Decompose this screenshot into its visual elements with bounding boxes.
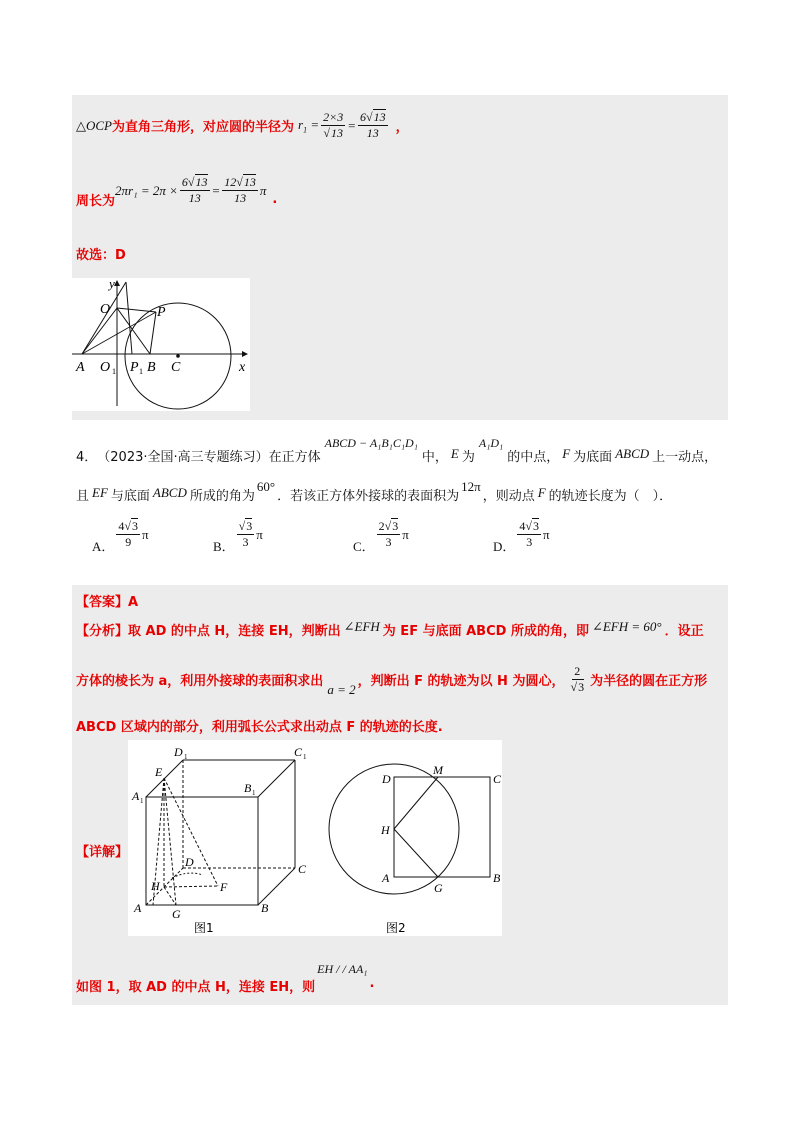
- label-c-cube: C: [298, 862, 307, 876]
- label-m: M: [433, 763, 443, 777]
- radius-fraction: $\frac{2}{√3}$: [570, 663, 585, 694]
- parallel-relation: EH / / AA₁: [317, 962, 368, 976]
- cube-name: ABCD − A₁B₁C₁D₁: [324, 436, 418, 450]
- label-f: F: [220, 880, 228, 894]
- base-abcd: ABCD: [615, 446, 650, 461]
- label-o: O: [100, 302, 111, 317]
- label-b: B: [147, 360, 156, 375]
- label-a: A: [76, 360, 85, 375]
- radius-text: 为直角三角形，对应圆的半径为: [112, 120, 295, 135]
- label-o1: O: [100, 360, 111, 375]
- option-c[interactable]: C． $\frac{2√3}{3}$ π: [353, 519, 409, 554]
- option-d[interactable]: D． $\frac{4√3}{3}$ π: [493, 519, 550, 554]
- analysis-line-2: 方体的棱长为 a，利用外接球的表面积求出 a = 2 ，判断出 F 的轨迹为以 H 为圆心， $\frac{2}{√3}$ 为半径的圆在正方形: [76, 663, 708, 697]
- r1-symbol: $r_1$ =: [298, 116, 320, 135]
- radius-line: △ OCP 为直角三角形，对应圆的半径为 $r_1$ = $\frac{2\times 3}{√13}$ = $\frac{6√13}{13}$ ，: [76, 110, 409, 140]
- edge-length-eq: a = 2: [327, 682, 356, 697]
- label-y: y: [109, 278, 115, 291]
- circumference-text: 周长为: [76, 194, 116, 209]
- choice-answer: 故选：D: [76, 248, 126, 263]
- coordinate-figure-svg: [72, 278, 250, 411]
- label-b-sq: B: [493, 871, 501, 885]
- question-line-1: 4． （2023·全国·高三专题练习）在正方体 ABCD − A₁B₁C₁D₁ 中， E 为 A₁D₁ 的中点， F 为底面 ABCD 上一动点，: [76, 436, 718, 465]
- svg-text:1: 1: [303, 753, 307, 761]
- label-a: A: [134, 901, 142, 915]
- question-source: （2023·全国·高三专题练习）在正方体: [97, 450, 321, 465]
- label-b: B: [261, 901, 269, 915]
- x-axis-arrow: [242, 351, 248, 357]
- label-a-sq: A: [382, 871, 390, 885]
- angle-value: 60°: [256, 479, 276, 494]
- analysis-line-1: 【分析】取 AD 的中点 H，连接 EH，判断出 ∠EFH 为 EF 与底面 ABCD 所成的角，即 ∠EFH = 60° ．设正: [76, 618, 704, 639]
- label-h: H: [151, 879, 160, 893]
- segment-pb: [150, 312, 156, 354]
- svg-text:1: 1: [252, 789, 256, 797]
- svg-text:1: 1: [140, 797, 144, 805]
- figure-1-caption: 图1: [194, 921, 214, 935]
- solution-figure: [128, 740, 502, 936]
- option-b[interactable]: B． $\frac{√3}{3}$ π: [213, 519, 263, 554]
- figure-2-caption: 图2: [386, 921, 406, 935]
- edge-b1c1: [258, 760, 295, 797]
- y-axis-arrow: [114, 280, 120, 286]
- circumference-line: 周长为 2πr₁ = 2π × $\frac{6√13}{13}$ = $\frac{12√13}{13}$ π .: [76, 175, 278, 209]
- final-line: 如图 1，取 AD 的中点 H，连接 EH，则 EH / / AA₁ .: [76, 962, 375, 995]
- label-a1: A: [132, 789, 140, 803]
- segment-hm: [394, 777, 438, 829]
- center-c-point: [176, 354, 180, 358]
- point-e: E: [450, 446, 459, 461]
- label-h-sq: H: [381, 823, 390, 837]
- segment-a-top: [82, 282, 126, 354]
- segment-ef: EF: [92, 485, 108, 500]
- radius-fraction-2: $\frac{6√13}{13}$: [360, 110, 386, 140]
- label-d1: D: [174, 745, 183, 759]
- edge-bc: [258, 868, 295, 905]
- label-g-sq: G: [434, 881, 443, 895]
- solution-figure-svg: [128, 740, 502, 936]
- label-c-sq: C: [493, 772, 502, 786]
- square-abcd: [394, 777, 490, 877]
- triangle-label: OCP: [86, 117, 112, 133]
- label-p: P: [157, 305, 166, 320]
- segment-op: [117, 308, 156, 312]
- angle-efh-eq: ∠EFH = 60°: [591, 618, 662, 634]
- label-p1-sub: 1: [139, 367, 143, 376]
- question-line-2: 且 EF 与底面 ABCD 所成的角为 60° ．若该正方体外接球的表面积为 12π ，则动点 F 的轨迹长度为（ ）．: [76, 479, 673, 504]
- segment-ef: [164, 778, 218, 886]
- trajectory-arc: [172, 873, 203, 878]
- circumference-fraction-1: $\frac{6√13}{13}$: [181, 175, 208, 205]
- triangle-symbol: △: [76, 117, 86, 133]
- point-f: F: [562, 446, 571, 461]
- segment-hf: [164, 886, 218, 887]
- sphere-area: 12π: [461, 479, 481, 494]
- svg-text:1: 1: [184, 753, 188, 761]
- label-c1: C: [294, 745, 303, 759]
- label-d-sq: D: [382, 772, 391, 786]
- label-e: E: [155, 765, 163, 779]
- segment-a1d1: A₁D₁: [478, 436, 504, 450]
- label-x: x: [239, 360, 246, 375]
- label-d: D: [185, 855, 194, 869]
- radius-fraction-1: $\frac{2\times 3}{√13}$: [323, 110, 344, 140]
- label-p1: P: [130, 360, 139, 375]
- circumference-lhs: 2πr₁ = 2π ×: [115, 182, 178, 198]
- option-a[interactable]: A． $\frac{4√3}{9}$ π: [92, 519, 149, 554]
- angle-efh: ∠EFH: [343, 618, 380, 634]
- label-g: G: [172, 907, 181, 921]
- coordinate-figure: [72, 278, 250, 411]
- circumference-fraction-2: $\frac{12√13}{13}$: [224, 175, 256, 205]
- answer-line: 【答案】A: [76, 595, 139, 610]
- analysis-line-3: ABCD 区域内的部分，利用弧长公式求出动点 F 的轨迹的长度.: [76, 720, 443, 735]
- label-o1-sub: 1: [112, 367, 116, 376]
- detail-label: 【详解】: [76, 845, 129, 860]
- segment-hg-2: [394, 829, 438, 877]
- label-b1: B: [244, 781, 252, 795]
- cube-front-face: [146, 797, 258, 905]
- label-c: C: [171, 360, 181, 375]
- question-number: 4．: [76, 450, 98, 465]
